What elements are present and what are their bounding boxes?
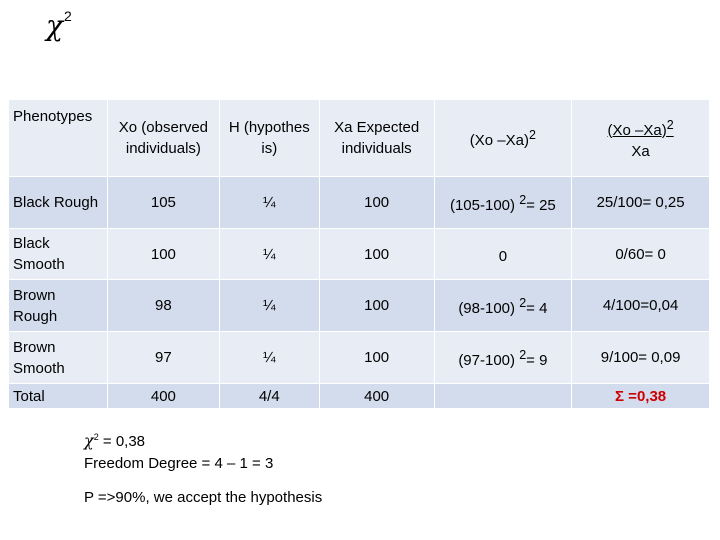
chi-symbol: χ xyxy=(46,9,63,42)
chi-result-value: = 0,38 xyxy=(98,433,146,450)
chi-result-symbol: χ xyxy=(84,431,94,450)
cell-diff xyxy=(434,332,572,384)
cell-h: ¼ xyxy=(219,177,319,229)
header-ratio-denominator: Xa xyxy=(631,142,650,160)
total-row xyxy=(9,384,710,409)
result-notes xyxy=(84,426,273,475)
header-ratio-exp: 2 xyxy=(666,117,674,132)
header-diff-exp: 2 xyxy=(528,128,536,142)
table-row xyxy=(9,177,710,229)
chi-result-exp: 2 xyxy=(93,432,99,442)
cell-phenotype: Brown Smooth xyxy=(9,332,108,384)
cell-diff-pre: (97-100) xyxy=(458,351,520,369)
header-diff-squared xyxy=(434,100,572,177)
conclusion-line: P =>90%, we accept the hypothesis xyxy=(84,489,323,506)
cell-ratio: 4/100=0,04 xyxy=(572,280,710,332)
header-ratio xyxy=(572,100,710,177)
cell-xa: 100 xyxy=(319,280,434,332)
cell-xo: 98 xyxy=(107,280,219,332)
table-row xyxy=(9,332,710,384)
cell-xo: 100 xyxy=(107,229,219,280)
cell-ratio: 25/100= 0,25 xyxy=(572,177,710,229)
total-sum: Σ =0,38 xyxy=(572,384,710,409)
cell-diff-pre: (105-100) xyxy=(449,196,520,214)
cell-diff-post: = 9 xyxy=(526,351,548,369)
cell-xa: 100 xyxy=(319,177,434,229)
cell-xa: 100 xyxy=(319,332,434,384)
cell-diff-exp: 2 xyxy=(519,347,527,362)
cell-diff xyxy=(434,177,572,229)
chi-square-title xyxy=(46,8,72,42)
freedom-degree-line: Freedom Degree = 4 – 1 = 3 xyxy=(84,455,274,472)
table-row xyxy=(9,229,710,280)
total-empty xyxy=(434,384,572,409)
total-xa: 400 xyxy=(319,384,434,409)
cell-diff xyxy=(434,280,572,332)
header-ratio-text: (Xo –Xa) xyxy=(607,121,667,139)
header-h: H (hypothes is) xyxy=(219,100,319,177)
cell-xo: 97 xyxy=(107,332,219,384)
cell-ratio: 0/60= 0 xyxy=(572,229,710,280)
cell-phenotype: Brown Rough xyxy=(9,280,108,332)
cell-diff-exp: 2 xyxy=(519,192,527,207)
cell-diff-post: = 4 xyxy=(526,299,548,317)
chi-square-table xyxy=(8,99,710,409)
cell-xo: 105 xyxy=(107,177,219,229)
header-diff-text: (Xo –Xa) xyxy=(469,132,529,149)
header-ratio-numerator xyxy=(607,117,674,139)
total-label: Total xyxy=(9,384,108,409)
header-phenotypes: Phenotypes xyxy=(9,100,108,177)
cell-phenotype: Black Rough xyxy=(9,177,108,229)
header-row xyxy=(9,100,710,177)
cell-diff-exp: 2 xyxy=(519,295,527,310)
cell-diff-pre: (98-100) xyxy=(458,299,520,317)
cell-h: ¼ xyxy=(219,280,319,332)
total-xo: 400 xyxy=(107,384,219,409)
chi-superscript: 2 xyxy=(63,8,72,24)
cell-h: ¼ xyxy=(219,229,319,280)
table-row xyxy=(9,280,710,332)
cell-diff-post: = 25 xyxy=(526,196,556,214)
cell-xa: 100 xyxy=(319,229,434,280)
cell-h: ¼ xyxy=(219,332,319,384)
cell-diff-pre: 0 xyxy=(498,248,508,265)
header-xa: Xa Expected individuals xyxy=(319,100,434,177)
total-h: 4/4 xyxy=(219,384,319,409)
cell-phenotype: Black Smooth xyxy=(9,229,108,280)
cell-diff xyxy=(434,229,572,280)
chi-result-line xyxy=(84,426,273,453)
cell-ratio: 9/100= 0,09 xyxy=(572,332,710,384)
header-xo: Xo (observed individuals) xyxy=(107,100,219,177)
